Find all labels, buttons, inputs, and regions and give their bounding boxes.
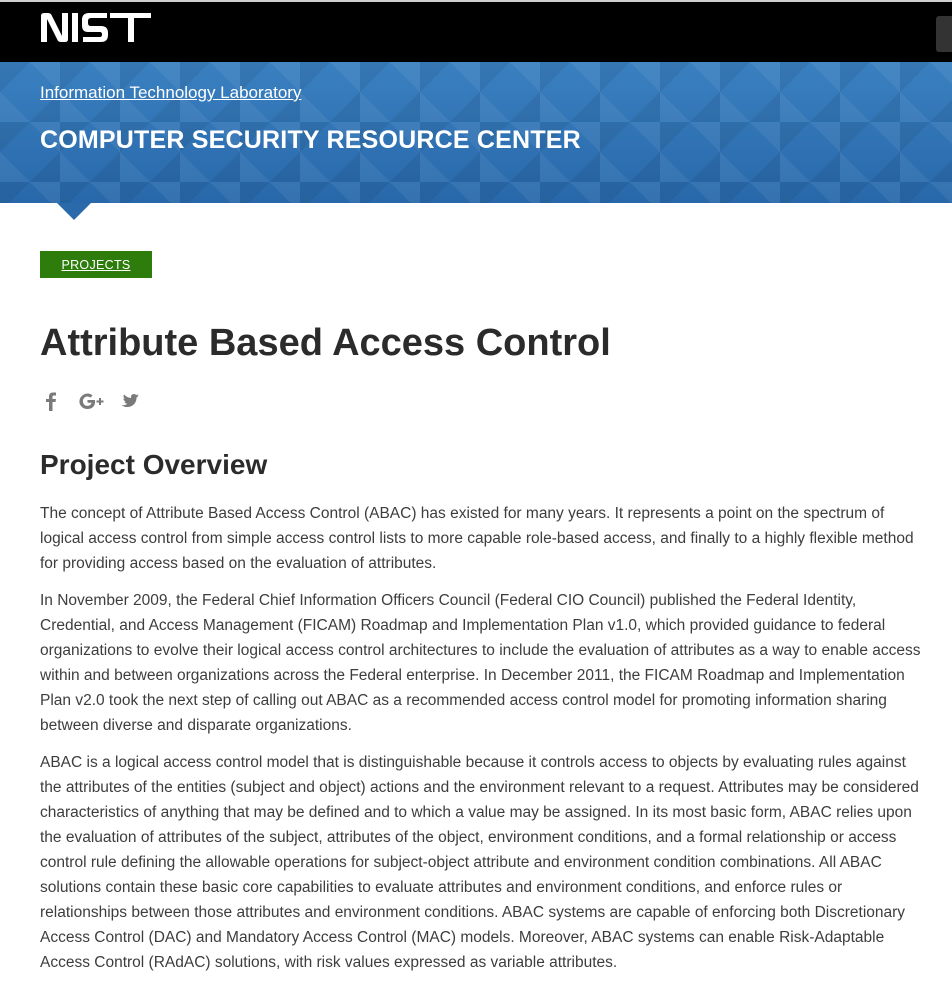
facebook-icon	[44, 390, 58, 412]
menu-button[interactable]	[936, 16, 952, 52]
overview-paragraph-1: The concept of Attribute Based Access Control (ABAC) has existed for many years. It represents a point on the spectrum of logical access control from simple access control lists to more capable role-based access, and finally to a highly flexible method for providing access based on the evaluation of attributes.	[40, 505, 914, 572]
site-banner	[0, 62, 952, 203]
site-title[interactable]: COMPUTER SECURITY RESOURCE CENTER	[40, 126, 581, 154]
twitter-icon	[120, 390, 140, 412]
google-plus-icon	[78, 390, 106, 412]
overview-paragraph-3: ABAC is a logical access control model that is distinguishable because it controls access to objects by evaluating rules against the attributes of the entities (subject and object) actions and the environment relevant to a request. Attributes may be considered characteristics of anything that may be defined and to which a value may be assigned. In its most basic form, ABAC relies upon the evaluation of attributes of the subject, attributes of the object, environment conditions, and a formal relationship or access control rule defining the allowable operations for subject-object attribute and environment condition combinations. All ABAC solutions contain these basic core capabilities to evaluate attributes and environment conditions, and enforce rules or relationships between those attributes and environment conditions. ABAC systems are capable of enforcing both Discretionary Access Control (DAC) and Mandatory Access Control (MAC) models. Moreover, ABAC systems can enable Risk-Adaptable Access Control (RAdAC) solutions, with risk values expressed as variable attributes.	[40, 754, 919, 971]
page-title: Attribute Based Access Control	[40, 322, 611, 364]
banner-notch	[57, 203, 91, 220]
itl-link[interactable]: Information Technology Laboratory	[40, 83, 302, 102]
projects-button[interactable]: PROJECTS	[40, 251, 152, 278]
section-heading: Project Overview	[40, 449, 268, 480]
nist-logo-mark	[40, 12, 152, 44]
google-plus-share-link[interactable]	[78, 390, 106, 412]
overview-paragraph-2: In November 2009, the Federal Chief Information Officers Council (Federal CIO Council) published the Federal Identity, Credential, and Access Management (FICAM) Roadmap and Implementation Plan v1.0, which provided guidance to federal organizations to evolve their logical access control architectures to include the evaluation of attributes as a way to enable access within and between organizations across the Federal enterprise. In December 2011, the FICAM Roadmap and Implementation Plan v2.0 took the next step of calling out ABAC as a recommended access control model for promoting information sharing between diverse and disparate organizations.	[40, 592, 921, 734]
site-header	[0, 0, 952, 62]
facebook-share-link[interactable]	[44, 390, 58, 412]
twitter-share-link[interactable]	[120, 390, 140, 412]
